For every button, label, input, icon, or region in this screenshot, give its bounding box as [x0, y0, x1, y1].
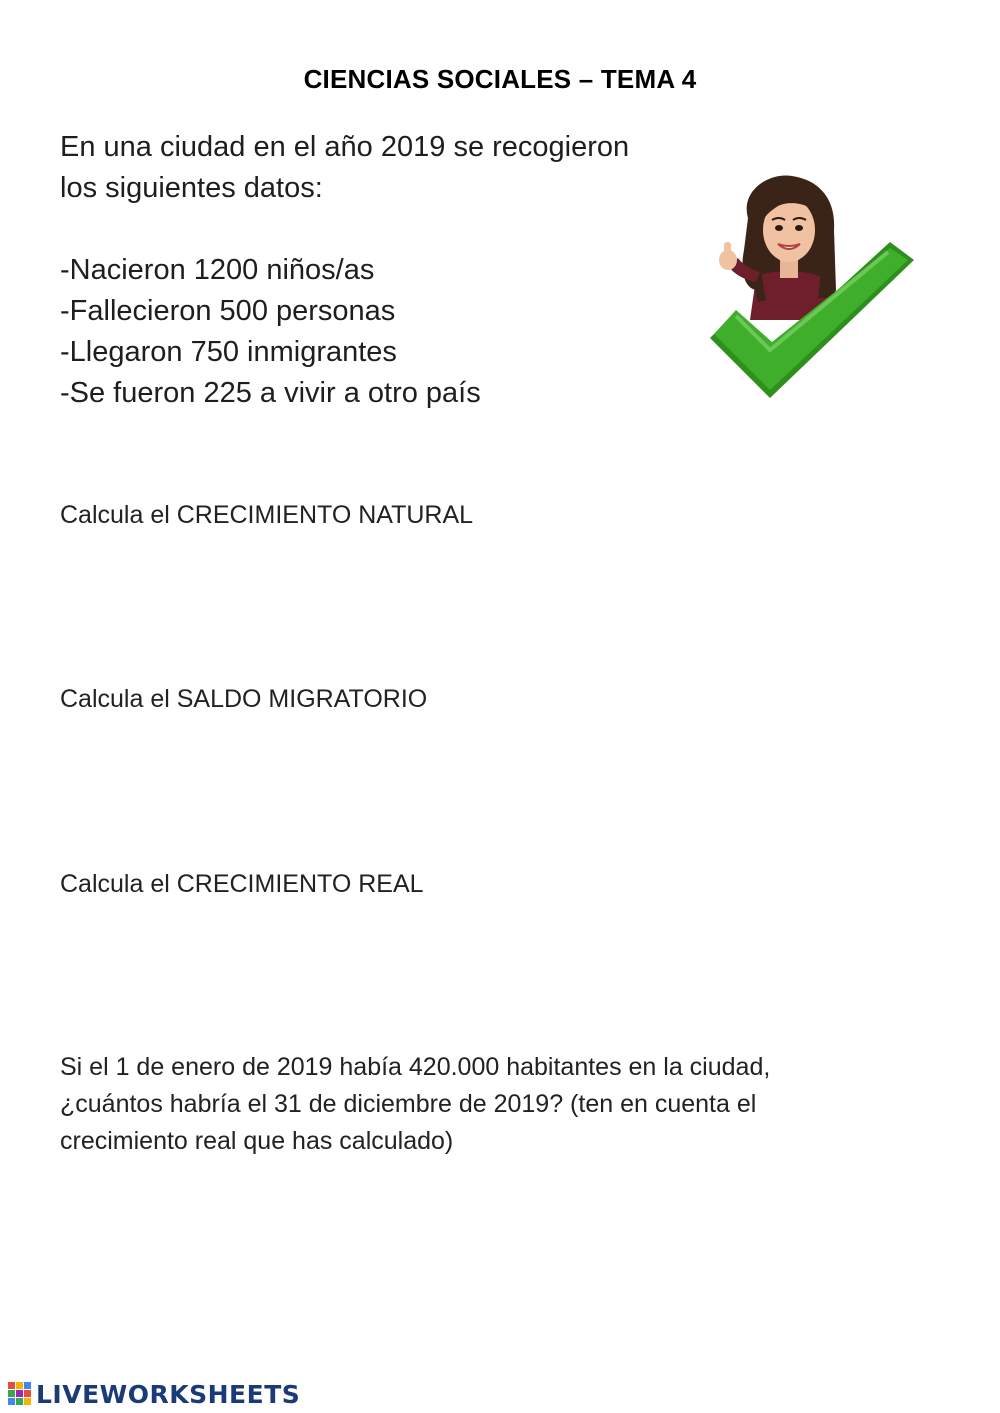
- data-list: [60, 250, 481, 414]
- question-natural-growth: Calcula el CRECIMIENTO NATURAL: [60, 501, 474, 529]
- page-title: CIENCIAS SOCIALES – TEMA 4: [303, 64, 697, 94]
- liveworksheets-logo: [8, 1378, 300, 1410]
- question-population: [60, 1049, 860, 1160]
- question-migration-balance: Calcula el SALDO MIGRATORIO: [60, 685, 428, 713]
- intro-line-1: En una ciudad en el año 2019 se recogieron: [60, 131, 630, 163]
- liveworksheets-logo-icon: [8, 1382, 32, 1406]
- data-item-births: -Nacieron 1200 niños/as: [60, 254, 375, 286]
- liveworksheets-logo-text: LIVEWORKSHEETS: [36, 1379, 301, 1409]
- question-population-line-2: ¿cuántos habría el 31 de diciembre de 2019? (ten en cuenta el: [60, 1090, 757, 1118]
- question-population-line-3: crecimiento real que has calculado): [60, 1127, 454, 1155]
- data-item-emigrants: -Se fueron 225 a vivir a otro país: [60, 377, 481, 409]
- question-population-line-1: Si el 1 de enero de 2019 había 420.000 habitantes en la ciudad,: [60, 1053, 771, 1081]
- data-item-immigrants: -Llegaron 750 inmigrantes: [60, 336, 397, 368]
- data-item-deaths: -Fallecieron 500 personas: [60, 295, 396, 327]
- avatar-thumbs-up-with-check-icon: [700, 170, 930, 410]
- question-real-growth: Calcula el CRECIMIENTO REAL: [60, 870, 424, 898]
- intro-text: [60, 127, 700, 209]
- intro-line-2: los siguientes datos:: [60, 172, 323, 204]
